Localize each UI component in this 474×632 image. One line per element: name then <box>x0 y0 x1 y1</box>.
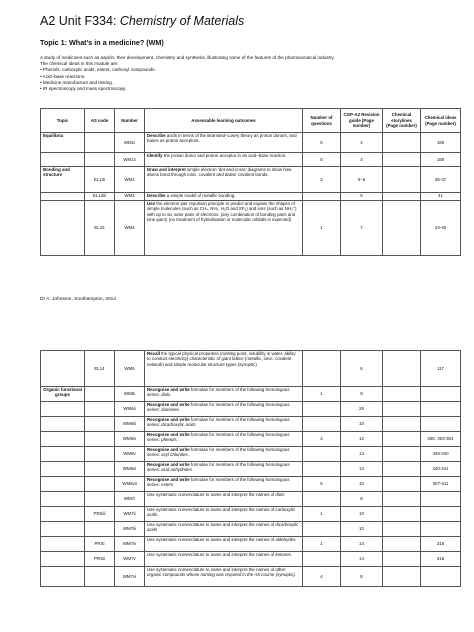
cgp-cell: 8 <box>341 567 383 587</box>
topic-cell <box>41 351 85 387</box>
as-code-cell: EL13iii <box>85 193 115 201</box>
number-cell: WM6iv <box>115 432 145 447</box>
storylines-cell <box>383 432 421 447</box>
topic-cell <box>41 492 85 507</box>
topic-cell <box>41 507 85 522</box>
idea-item: • IR spectroscopy and mass spectroscopy. <box>40 86 440 92</box>
table-row <box>41 477 461 492</box>
number-cell: WM7vi <box>115 567 145 587</box>
ideas-cell <box>421 507 461 522</box>
questions-cell <box>303 462 341 477</box>
ideas-cell: 36-37 <box>421 167 461 193</box>
idea-item: • Medicine manufacture and testing. <box>40 80 440 86</box>
topic-cell <box>41 432 85 447</box>
outcomes-table-1 <box>40 108 461 256</box>
outcome-cell: Recognise and write formulae for members of the following homologous series: dicarboxylic acids <box>145 417 303 432</box>
outcome-cell: Describe a simple model of metallic bonding. <box>145 193 303 201</box>
questions-cell <box>303 193 341 201</box>
outcome-cell: Use systematic nomenclature to name and interpret the names of carboxylic acids. <box>145 507 303 522</box>
table-row <box>41 201 461 256</box>
topic-cell <box>41 537 85 552</box>
as-code-cell: EL14 <box>85 351 115 387</box>
ideas-cell <box>421 567 461 587</box>
as-code-cell: EL13i <box>85 167 115 193</box>
cgp-cell: 12 <box>341 432 383 447</box>
table-row <box>41 432 461 447</box>
topic-cell <box>41 153 85 167</box>
topic-cell: Bonding and structure <box>41 167 85 193</box>
table-row <box>41 153 461 167</box>
outcome-cell: Describe acids in terms of the Brønsted–Lowry theory as proton donors, and bases as proton acceptors. <box>145 133 303 153</box>
as-code-cell <box>85 387 115 402</box>
number-cell: WM1i <box>115 133 145 153</box>
cgp-cell: 14 <box>341 552 383 567</box>
as-code-cell <box>85 133 115 153</box>
cgp-cell: 10 <box>341 507 383 522</box>
questions-cell <box>303 492 341 507</box>
as-code-cell <box>85 477 115 492</box>
outcome-cell: Use systematic nomenclature to name and interpret the names of ketones. <box>145 552 303 567</box>
storylines-cell <box>383 387 421 402</box>
topic-cell <box>41 417 85 432</box>
number-cell: WM7iii <box>115 522 145 537</box>
as-code-cell <box>85 153 115 167</box>
questions-cell: 4 <box>303 567 341 587</box>
footer-credit: Dr A. Johnston, Southampton, 2014 <box>40 297 117 302</box>
cgp-cell: 8 <box>341 492 383 507</box>
col-header: CGP-A2 Revision guide (Page number) <box>341 109 383 133</box>
outcome-cell: Recognise and write formulae for members of the following homologous series: acid anhydrides. <box>145 462 303 477</box>
table-row <box>41 351 461 387</box>
topic-cell <box>41 567 85 587</box>
as-code-cell <box>85 432 115 447</box>
cgp-cell: 7 <box>341 201 383 256</box>
number-cell: WM5 <box>115 351 145 387</box>
ideas-cell: 340-341 <box>421 462 461 477</box>
topic-cell <box>41 201 85 256</box>
topic-cell <box>41 552 85 567</box>
storylines-cell <box>383 153 421 167</box>
cgp-cell: 14 <box>341 462 383 477</box>
storylines-cell <box>383 507 421 522</box>
col-header: Topic <box>41 109 85 133</box>
as-code-cell: EL15 <box>85 201 115 256</box>
outcome-cell: Use systematic nomenclature to name and interpret the names of other organic compounds whose naming was required in the AS course (synoptic). <box>145 567 303 587</box>
cgp-cell: 10 <box>341 417 383 432</box>
as-code-cell: PRSiii <box>85 507 115 522</box>
number-cell: WM1ii <box>115 153 145 167</box>
questions-cell <box>303 417 341 432</box>
topic-cell: Equilibria <box>41 133 85 153</box>
topic-cell <box>41 193 85 201</box>
idea-item: • Acid–base reactions. <box>40 74 440 80</box>
storylines-cell <box>383 201 421 256</box>
questions-cell: 5 <box>303 133 341 153</box>
topic-cell <box>41 522 85 537</box>
as-code-cell <box>85 417 115 432</box>
questions-cell: 6 <box>303 477 341 492</box>
storylines-cell <box>383 447 421 462</box>
number-cell: WM7ii <box>115 507 145 522</box>
ideas-cell: 316 <box>421 552 461 567</box>
ideas-cell: 117 <box>421 351 461 387</box>
ideas-cell: 307-311 <box>421 477 461 492</box>
as-code-cell <box>85 447 115 462</box>
questions-cell: 1 <box>303 537 341 552</box>
storylines-cell <box>383 522 421 537</box>
ideas-cell: 41 <box>421 193 461 201</box>
col-header: Chemical ideas (Page number) <box>421 109 461 133</box>
storylines-cell <box>383 462 421 477</box>
outcome-cell: Use systematic nomenclature to name and interpret the names of dicarboxylic acids <box>145 522 303 537</box>
outcome-cell: Recognise and write formulae for members of the following homologous series: diamines. <box>145 402 303 417</box>
col-header: Number <box>115 109 145 133</box>
intro-line: A study of medicines such as aspirin, their development, chemistry and synthesis, illustrating some of the features of the pharmaceutical industry. <box>40 55 335 60</box>
questions-cell: 5 <box>303 153 341 167</box>
ideas-cell <box>421 402 461 417</box>
questions-cell: 1 <box>303 507 341 522</box>
col-header: AS code <box>85 109 115 133</box>
cgp-cell: 10 <box>341 522 383 537</box>
doc-title: A2 Unit F334: Chemistry of Materials <box>40 14 245 28</box>
ideas-cell: 180 <box>421 133 461 153</box>
topic-cell <box>41 402 85 417</box>
table-row <box>41 492 461 507</box>
ideas-cell <box>421 522 461 537</box>
questions-cell: 1 <box>303 387 341 402</box>
questions-cell: 2 <box>303 432 341 447</box>
storylines-cell <box>383 417 421 432</box>
ideas-cell <box>421 417 461 432</box>
storylines-cell <box>383 477 421 492</box>
cgp-cell: 8 <box>341 387 383 402</box>
number-cell: WM6ii <box>115 402 145 417</box>
as-code-cell <box>85 567 115 587</box>
table-row <box>41 402 461 417</box>
outcome-cell: Recognise and write formulae for members of the following homologous series: phenols. <box>145 432 303 447</box>
ideas-cell: 280, 303-304 <box>421 432 461 447</box>
storylines-cell <box>383 492 421 507</box>
idea-item: • Phenols, carboxylic acids, esters, carbonyl compounds. <box>40 67 440 73</box>
cgp-cell: 5–6 <box>341 167 383 193</box>
topic-cell: Organic functional groups <box>41 387 85 402</box>
ideas-cell: 316 <box>421 537 461 552</box>
questions-cell <box>303 351 341 387</box>
topic-cell <box>41 477 85 492</box>
number-cell: WM2 <box>115 167 145 193</box>
storylines-cell <box>383 537 421 552</box>
table-row <box>41 462 461 477</box>
cgp-cell: 14 <box>341 537 383 552</box>
cgp-cell: 13 <box>341 447 383 462</box>
storylines-cell <box>383 193 421 201</box>
outcomes-table-2 <box>40 350 461 587</box>
questions-cell: 2 <box>303 167 341 193</box>
col-header: Assessable learning outcomes <box>145 109 303 133</box>
questions-cell: 1 <box>303 201 341 256</box>
storylines-cell <box>383 133 421 153</box>
as-code-cell: PRSi <box>85 537 115 552</box>
outcome-cell: Recognise and write formulae for members of the following homologous series: esters. <box>145 477 303 492</box>
storylines-cell <box>383 552 421 567</box>
storylines-cell <box>383 167 421 193</box>
cgp-cell: 10 <box>341 477 383 492</box>
outcome-cell: Identify the proton donor and proton acceptor in an acid–base reaction. <box>145 153 303 167</box>
col-header: Number of questions <box>303 109 341 133</box>
storylines-cell <box>383 351 421 387</box>
outcome-cell: Use the electron pair repulsion principle to predict and explain the shapes of simple molecules (such as CH₄, NH₃, H₂O and SF₆) and ions (such as NH₄⁺) with up to six outer pairs of electrons. (any combination of bonding pairs and lone pairs) (no treatment of hybridisation or molecular orbitals is expected) <box>145 201 303 256</box>
table-row <box>41 447 461 462</box>
storylines-cell <box>383 567 421 587</box>
number-cell: WM7i <box>115 492 145 507</box>
ideas-cell <box>421 387 461 402</box>
number-cell: WM7v <box>115 552 145 567</box>
questions-cell <box>303 552 341 567</box>
table-row <box>41 537 461 552</box>
intro-line: The chemical ideas in this module are: <box>40 61 119 67</box>
cgp-cell: 6 <box>341 351 383 387</box>
topic-heading: Topic 1: What’s in a medicine? (WM) <box>40 38 164 47</box>
ideas-cell: 339-340 <box>421 447 461 462</box>
intro-text <box>40 55 440 92</box>
table-row <box>41 552 461 567</box>
outcome-cell: Recognise and write formulae for members of the following homologous series: diols. <box>145 387 303 402</box>
number-cell: WM6i <box>115 387 145 402</box>
ideas-cell <box>421 492 461 507</box>
cgp-cell: 28 <box>341 402 383 417</box>
outcome-cell: Use systematic nomenclature to name and interpret the names of aldehydes. <box>145 537 303 552</box>
as-code-cell <box>85 492 115 507</box>
topic-cell <box>41 462 85 477</box>
idea-list <box>40 67 440 92</box>
table-row <box>41 417 461 432</box>
table-row <box>41 522 461 537</box>
col-header: Chemical storylines (Page number) <box>383 109 421 133</box>
questions-cell <box>303 447 341 462</box>
table-row <box>41 167 461 193</box>
number-cell: WM6vii <box>115 477 145 492</box>
table-row <box>41 133 461 153</box>
outcome-cell: Recognise and write formulae for members of the following homologous series: acyl chlorides. <box>145 447 303 462</box>
cgp-cell: 5 <box>341 193 383 201</box>
cgp-cell: 4 <box>341 153 383 167</box>
number-cell: WM6vi <box>115 462 145 477</box>
topic-cell <box>41 447 85 462</box>
number-cell: WM6v <box>115 447 145 462</box>
as-code-cell <box>85 462 115 477</box>
cgp-cell: 4 <box>341 133 383 153</box>
ideas-cell: 180 <box>421 153 461 167</box>
outcome-cell: Recall the typical physical properties (melting point, solubility in water, ability to conduct electricity) characteristic of giant lattice (metallic, ionic, covalent network) and simple molecular structure types (synoptic) <box>145 351 303 387</box>
ideas-cell: 44-46 <box>421 201 461 256</box>
number-cell: WM3 <box>115 193 145 201</box>
as-code-cell <box>85 522 115 537</box>
outcome-cell: Use systematic nomenclature to name and interpret the names of diols <box>145 492 303 507</box>
storylines-cell <box>383 402 421 417</box>
number-cell: WM7iv <box>115 537 145 552</box>
number-cell: WM6iii <box>115 417 145 432</box>
number-cell: WM4 <box>115 201 145 256</box>
table-row <box>41 193 461 201</box>
questions-cell <box>303 522 341 537</box>
questions-cell <box>303 402 341 417</box>
table-row <box>41 387 461 402</box>
table-row <box>41 507 461 522</box>
outcome-cell: Draw and interpret simple electron ‘dot-and-cross’ diagrams to show how atoms bond through ionic, covalent and dative covalent bonds. <box>145 167 303 193</box>
header-row <box>41 109 461 133</box>
as-code-cell <box>85 402 115 417</box>
as-code-cell: PRSii <box>85 552 115 567</box>
table-row <box>41 567 461 587</box>
